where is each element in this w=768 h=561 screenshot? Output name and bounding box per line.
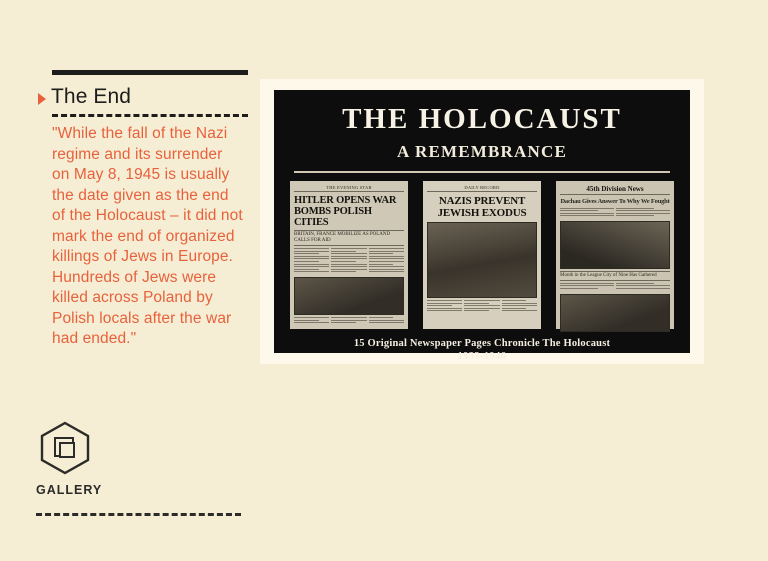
gallery-badge[interactable] (36, 420, 103, 497)
image-caption-years: 1933-1946 (457, 351, 507, 362)
text-column (331, 317, 366, 325)
title-top-rule (52, 70, 248, 75)
holocaust-remembrance-image (274, 90, 690, 362)
image-frame (260, 79, 704, 364)
newspaper-columns (560, 208, 670, 218)
newspaper-photo (427, 222, 537, 298)
newspaper-headline: NAZIS PREVENT JEWISH EXODUS (437, 195, 527, 219)
image-divider (294, 171, 670, 173)
text-column (331, 248, 366, 274)
newspaper-masthead: THE EVENING STAR (294, 185, 404, 192)
newspaper-columns (560, 283, 670, 291)
newspaper-headline: Dachau Gives Answer To Why We Fought (560, 198, 670, 205)
title-row (38, 84, 248, 109)
newspaper-masthead: DAILY RECORD (427, 185, 537, 192)
newspaper-columns (427, 300, 537, 313)
image-caption: 15 Original Newspaper Pages Chronicle The Holocaust (353, 338, 611, 349)
newspaper-photo (294, 277, 404, 315)
text-column (369, 317, 404, 325)
text-column (427, 300, 462, 313)
image-headline-main: THE HOLOCAUST (342, 103, 622, 135)
body-quote: "While the fall of the Nazi regime and its surrender on May 8, 1945 is usually the date given as the end of the Holocaust – it did not mark the end of organized killings of Jews in Europe. Hundreds of Jews were killed across Poland by Polish locals after the war had ended." (52, 125, 243, 347)
text-column (560, 208, 614, 218)
text-column (560, 283, 614, 291)
gallery-label: GALLERY (36, 483, 103, 497)
page-title: The End (51, 85, 132, 108)
text-column (464, 300, 499, 313)
text-column (294, 248, 329, 274)
newspaper-page (556, 181, 674, 329)
newspaper-subhead: Month in the League City of Nine Has Gathered (560, 271, 670, 281)
bottom-dashed-rule (36, 513, 241, 516)
triangle-bullet-icon (38, 93, 46, 105)
text-column (369, 248, 404, 274)
newspaper-columns (294, 317, 404, 325)
slide-text-column (52, 70, 248, 350)
text-column (616, 283, 670, 291)
text-column (294, 317, 329, 325)
newspaper-masthead: 45th Division News (560, 185, 670, 195)
newspaper-row (290, 181, 674, 329)
newspaper-page (423, 181, 541, 329)
newspaper-columns (294, 248, 404, 274)
title-dashed-rule (52, 114, 248, 117)
newspaper-photo (560, 294, 670, 332)
newspaper-headline: HITLER OPENS WAR BOMBS POLISH CITIES (294, 195, 397, 228)
newspaper-subhead: BRITAIN, FRANCE MOBILIZE AS POLAND CALLS FOR AID (294, 230, 404, 246)
newspaper-page (290, 181, 408, 329)
text-column (502, 300, 537, 313)
gallery-hexagon-icon (37, 420, 93, 476)
image-headline-sub: A REMEMBRANCE (396, 142, 568, 161)
newspaper-photo (560, 221, 670, 269)
text-column (616, 208, 670, 218)
